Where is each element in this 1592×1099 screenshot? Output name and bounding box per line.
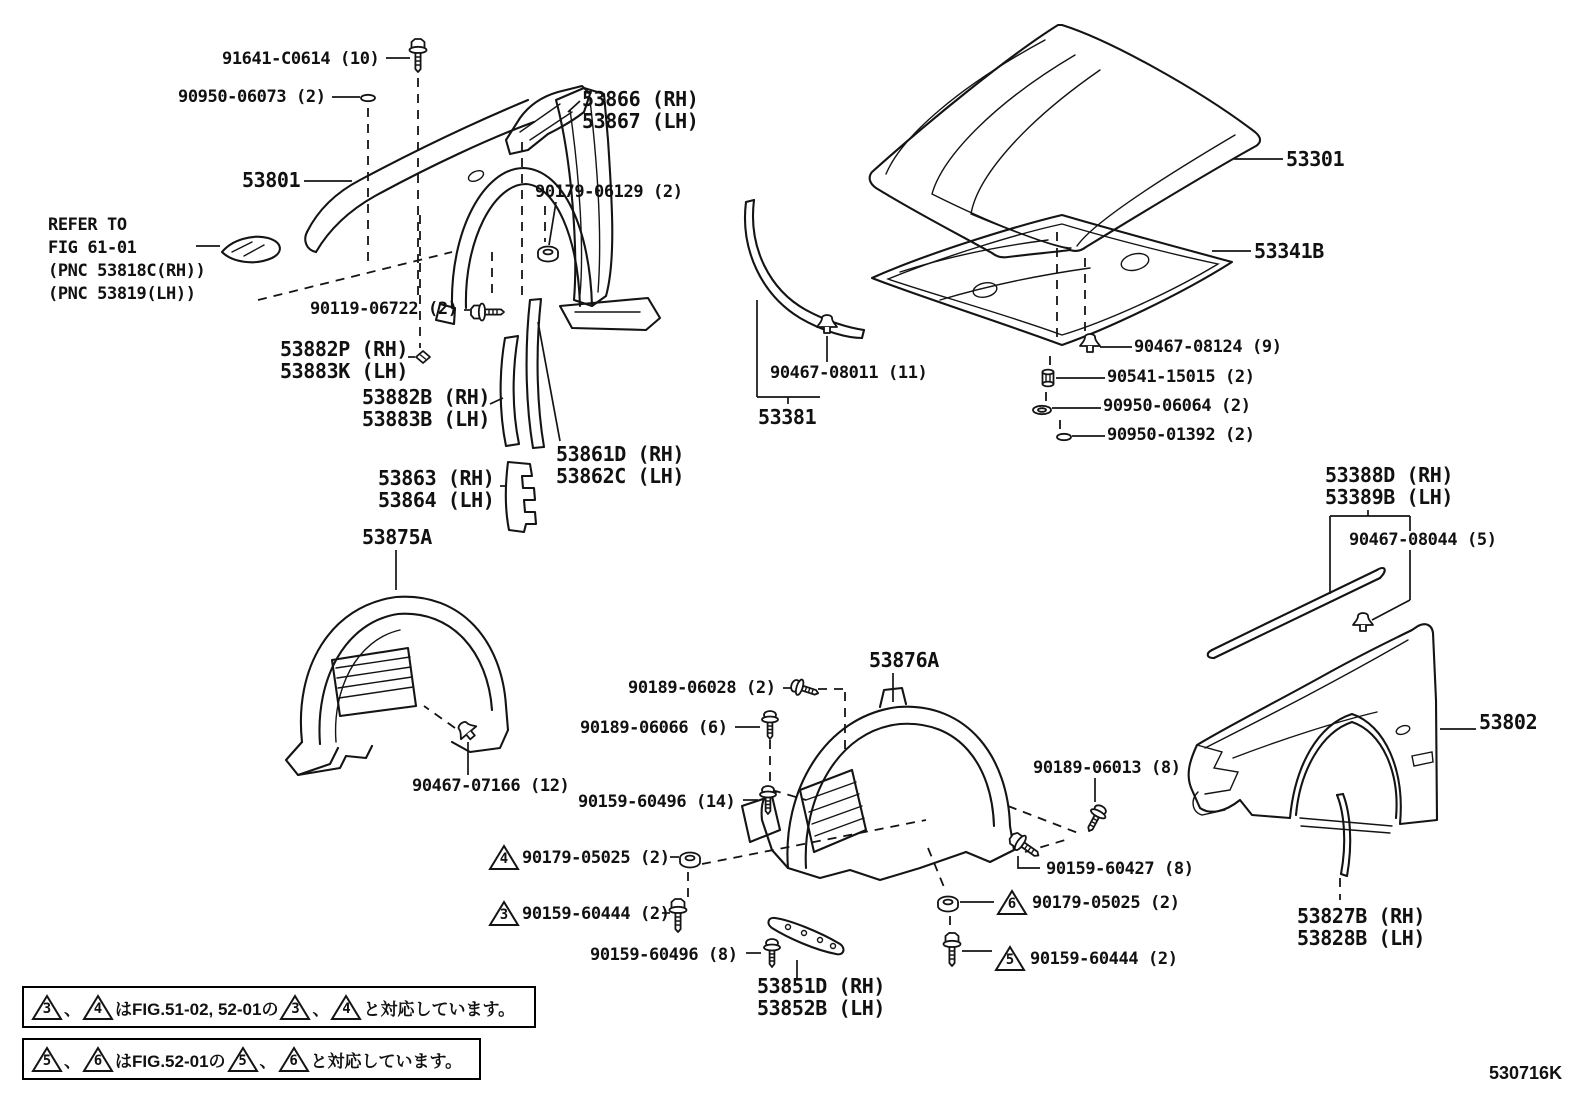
front-fender-53802-drawing (1189, 624, 1437, 833)
label-90950-01392: 90950-01392 (2) (1107, 425, 1255, 445)
note2-triangle-5b-icon: 5 (227, 1045, 259, 1074)
label-90541-15015: 90541-15015 (2) (1107, 367, 1255, 387)
label-90179-05025-a: 90179-05025 (2) (522, 848, 670, 868)
label-90189-06028: 90189-06028 (2) (628, 678, 776, 698)
bolt-90159-60444-3-icon (670, 899, 687, 932)
clip-53882P-icon (416, 351, 430, 363)
triangle-marker-4: 4 (488, 843, 520, 872)
screw-90189-06013-icon (1082, 803, 1109, 835)
label-90159-60427: 90159-60427 (8) (1046, 859, 1194, 879)
label-53388D-53389B: 53388D (RH) 53389B (LH) (1325, 463, 1454, 509)
molding-53388D-drawing (1208, 568, 1385, 658)
note1-triangle-3-icon: 3 (31, 993, 63, 1022)
hood-insulator-53341B-drawing (872, 215, 1232, 345)
screw-90189-06066-icon (762, 711, 778, 739)
label-53851D-53852B: 53851D (RH) 53852B (LH) (757, 974, 886, 1020)
bolt-90159-60427-icon (1006, 830, 1043, 863)
protector-53827B-drawing (1337, 794, 1350, 876)
nut-90179-05025-6-icon (938, 897, 958, 912)
fasteners (361, 39, 1373, 967)
note-box-fig52: 5 、 6 はFIG.52-01の 5 、 6 と対応しています。 (22, 1038, 481, 1080)
label-53882B-53883B: 53882B (RH) 53883B (LH) (362, 385, 491, 431)
screw-90189-06028-icon (789, 677, 821, 701)
clip-90467-08044-icon (1353, 613, 1373, 631)
note2-triangle-6b-icon: 6 (278, 1045, 310, 1074)
label-refer-to-fig: REFER TO FIG 61-01 (PNC 53818C(RH)) (PNC 53819(LH)) (48, 215, 206, 304)
label-90467-08011: 90467-08011 (11) (770, 363, 928, 383)
fender-liner-53875A-drawing (286, 597, 508, 775)
label-90179-05025-b: 90179-05025 (2) (1032, 893, 1180, 913)
note-box-fig51: 3 、 4 はFIG.51-02, 52-01の 3 、 4 と対応しています。 (22, 986, 536, 1028)
label-90159-60496-14: 90159-60496 (14) (578, 792, 736, 812)
bolt-90119-06722-icon (471, 304, 504, 321)
label-53882P-53883K: 53882P (RH) 53883K (LH) (280, 337, 409, 383)
screw-90159-60496-8-icon (764, 939, 780, 967)
clip-90467-07166-icon (453, 717, 480, 744)
triangle-marker-6: 6 (996, 888, 1028, 917)
hood-seal-53381-drawing (745, 200, 864, 338)
label-90159-60444-b: 90159-60444 (2) (1030, 949, 1178, 969)
triangle-marker-5: 5 (994, 944, 1026, 973)
label-90159-60496-8: 90159-60496 (8) (590, 945, 738, 965)
label-91641-C0614: 91641-C0614 (10) (222, 49, 380, 69)
label-53801: 53801 (242, 168, 301, 192)
nut-90179-06129-icon (538, 247, 558, 262)
label-90159-60444-a: 90159-60444 (2) (522, 904, 670, 924)
note1-triangle-4-icon: 4 (82, 993, 114, 1022)
label-53866-53867: 53866 (RH) 53867 (LH) (582, 87, 699, 133)
note2-triangle-6-icon: 6 (82, 1045, 114, 1074)
nut-90179-05025-4-icon (680, 853, 700, 868)
label-90467-08044: 90467-08044 (5) (1349, 530, 1497, 550)
label-90467-08124: 90467-08124 (9) (1134, 337, 1282, 357)
label-53341B: 53341B (1254, 239, 1324, 263)
label-53802: 53802 (1479, 710, 1538, 734)
leader-lines (196, 58, 1476, 978)
bolt-90159-60444-5-icon (944, 933, 961, 966)
hood-53301-drawing (870, 25, 1260, 257)
grommet-90950-06064-icon (1033, 406, 1051, 414)
fender-liner-53876A-drawing (742, 688, 1014, 880)
label-53301: 53301 (1286, 147, 1345, 171)
drawing-code: 530716K (1489, 1063, 1563, 1083)
note1-triangle-4b-icon: 4 (330, 993, 362, 1022)
label-90189-06013: 90189-06013 (8) (1033, 758, 1181, 778)
note2-triangle-5-icon: 5 (31, 1045, 63, 1074)
note1-triangle-3b-icon: 3 (279, 993, 311, 1022)
spacer-90541-15015-icon (1043, 370, 1054, 387)
label-90179-06129: 90179-06129 (2) (535, 182, 683, 202)
label-90467-07166: 90467-07166 (12) (412, 776, 570, 796)
label-90119-06722: 90119-06722 (2) (310, 299, 458, 319)
label-90189-06066: 90189-06066 (6) (580, 718, 728, 738)
label-53381: 53381 (758, 405, 817, 429)
label-53876A: 53876A (869, 648, 939, 672)
label-90950-06064: 90950-06064 (2) (1103, 396, 1251, 416)
bolt-91641-icon (410, 39, 427, 72)
label-53861D-53862C: 53861D (RH) 53862C (LH) (556, 442, 685, 488)
label-53875A: 53875A (362, 525, 432, 549)
label-90950-06073: 90950-06073 (2) (178, 87, 326, 107)
seal-90950-01392-icon (1057, 434, 1071, 440)
triangle-marker-3: 3 (488, 899, 520, 928)
clip-90950-06073-icon (361, 95, 375, 101)
label-53827B-53828B: 53827B (RH) 53828B (LH) (1297, 904, 1426, 950)
label-53863-53864: 53863 (RH) 53864 (LH) (378, 466, 495, 512)
